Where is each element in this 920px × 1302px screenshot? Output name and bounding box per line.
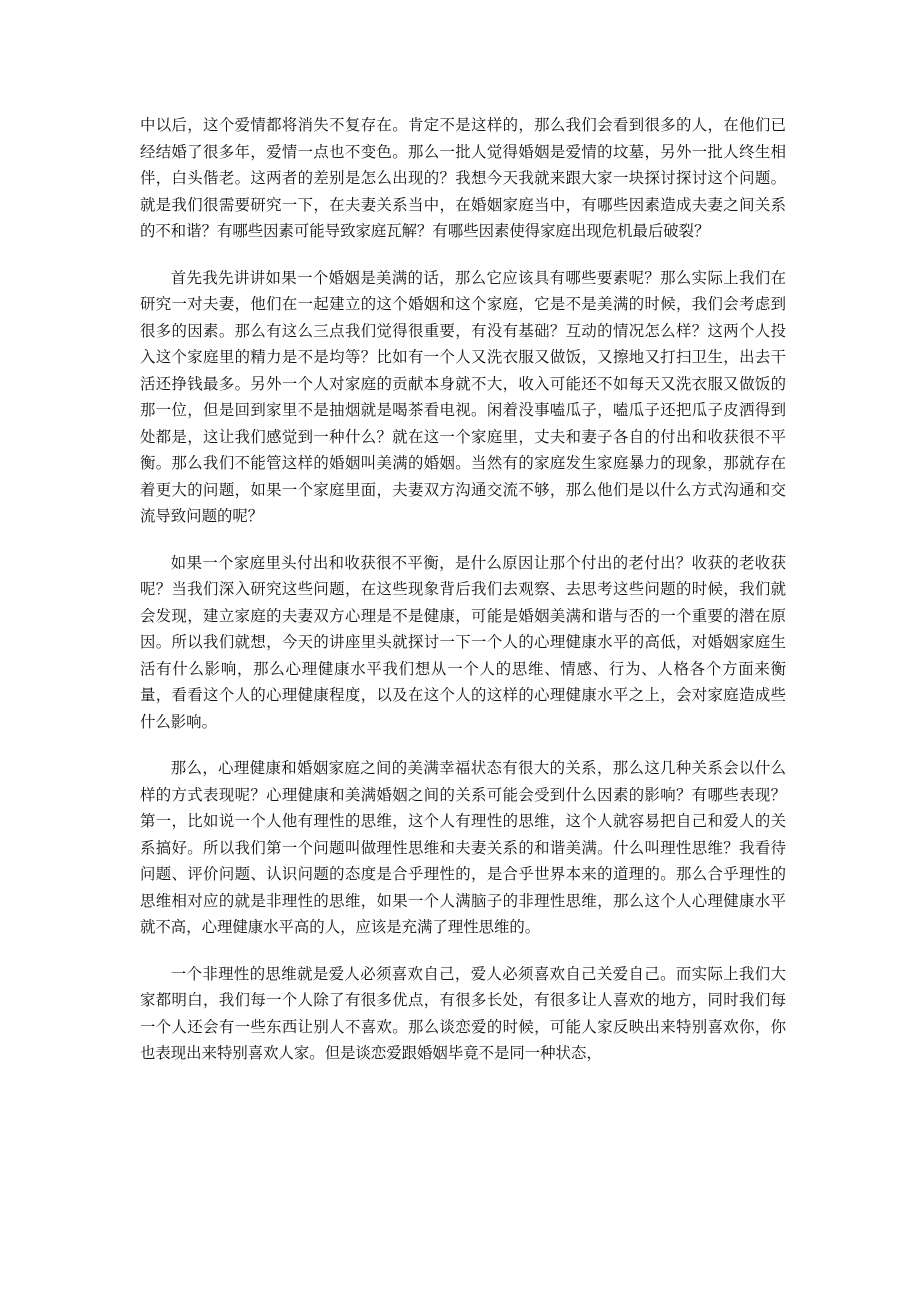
paragraph-5: 一个非理性的思维就是爱人必须喜欢自己，爱人必须喜欢自己关爱自己。而实际上我们大家都明白，我们每一个人除了有很多优点，有很多长处，有很多让人喜欢的地方，同时我们每一个人还会有一些东西让别人不喜欢。那么谈恋爱的时候，可能人家反映出来特别喜欢你，你也表现出来特别喜欢人家。但是谈恋爱跟婚姻毕竟不是同一种状态， [140, 964, 786, 1062]
paragraph-4: 那么，心理健康和婚姻家庭之间的美满幸福状态有很大的关系，那么这几种关系会以什么样的方式表现呢？心理健康和美满婚姻之间的关系可能会受到什么因素的影响？有哪些表现？第一，比如说一个人他有理性的思维，这个人有理性的思维，这个人就容易把自己和爱人的关系搞好。所以我们第一个问题叫做理性思维和夫妻关系的和谐美满。什么叫理性思维？我看待问题、评价问题、认识问题的态度是合乎理性的，是合乎世界本来的道理的。那么合乎理性的思维相对应的就是非理性的思维，如果一个人满脑子的非理性思维，那么这个人心理健康水平就不高，心理健康水平高的人，应该是充满了理性思维的。 [140, 759, 786, 936]
document-body [140, 112, 786, 1087]
paragraph-1: 中以后，这个爱情都将消失不复存在。肯定不是这样的，那么我们会看到很多的人，在他们已经结婚了很多年，爱情一点也不变色。那么一批人觉得婚姻是爱情的坟墓，另外一批人终生相伴，白头偕老。这两者的差别是怎么出现的？我想今天我就来跟大家一块探讨探讨这个问题。就是我们很需要研究一下，在夫妻关系当中，在婚姻家庭当中，有哪些因素造成夫妻之间关系的不和谐？有哪些因素可能导致家庭瓦解？有哪些因素使得家庭出现危机最后破裂？ [140, 116, 786, 240]
paragraph-3: 如果一个家庭里头付出和收获很不平衡，是什么原因让那个付出的老付出？收获的老收获呢？当我们深入研究这些问题，在这些现象背后我们去观察、去思考这些问题的时候，我们就会发现，建立家庭的夫妻双方心理是不是健康，可能是婚姻美满和谐与否的一个重要的潜在原因。所以我们就想，今天的讲座里头就探讨一下一个人的心理健康水平的高低，对婚姻家庭生活有什么影响，那么心理健康水平我们想从一个人的思维、情感、行为、人格各个方面来衡量，看看这个人的心理健康程度，以及在这个人的这样的心理健康水平之上，会对家庭造成些什么影响。 [140, 553, 786, 731]
paragraph-2: 首先我先讲讲如果一个婚姻是美满的话，那么它应该具有哪些要素呢？那么实际上我们在研究一对夫妻，他们在一起建立的这个婚姻和这个家庭，它是不是美满的时候，我们会考虑到很多的因素。那么有这么三点我们觉得很重要，有没有基础？互动的情况怎么样？这两个人投入这个家庭里的精力是不是均等？比如有一个人又洗衣服又做饭，又擦地又打扫卫生，出去干活还挣钱最多。另外一个人对家庭的贡献本身就不大，收入可能还不如每天又洗衣服又做饭的那一位，但是回到家里不是抽烟就是喝茶看电视。闲着没事嗑瓜子，嗑瓜子还把瓜子皮洒得到处都是，这让我们感觉到一种什么？就在这一个家庭里，丈夫和妻子各自的付出和收获很不平衡。那么我们不能管这样的婚姻叫美满的婚姻。当然有的家庭发生家庭暴力的现象，那就存在着更大的问题，如果一个家庭里面，夫妻双方沟通交流不够，那么他们是以什么方式沟通和交流导致问题的呢？ [140, 268, 786, 525]
